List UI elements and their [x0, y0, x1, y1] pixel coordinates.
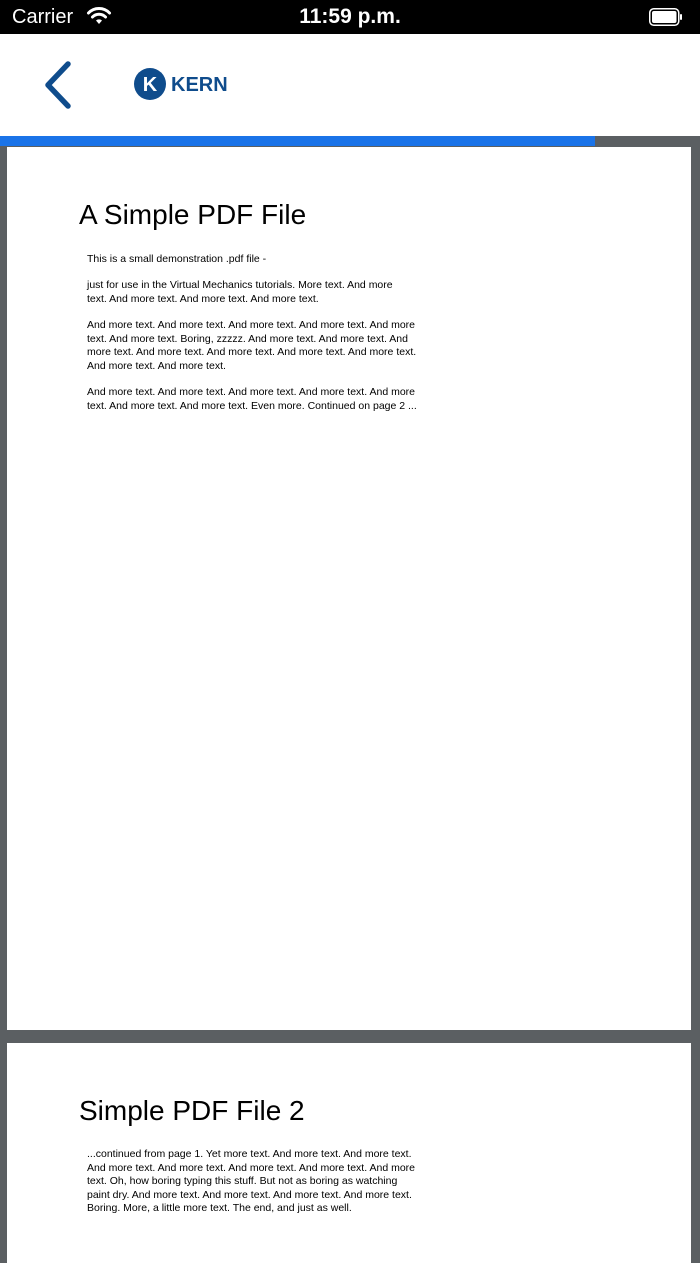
battery-icon — [649, 8, 683, 26]
progress-fill — [0, 136, 595, 146]
navigation-bar — [0, 34, 700, 136]
kern-logo — [133, 66, 259, 102]
clock: 11:59 p.m. — [299, 5, 401, 28]
carrier-label: Carrier — [12, 6, 74, 28]
page-title: A Simple PDF File — [79, 199, 307, 230]
page-title: Simple PDF File 2 — [79, 1095, 305, 1126]
paragraph: just for use in the Virtual Mechanics tutorials. More text. And more text. And more text. And more text. And more text. — [87, 279, 393, 305]
svg-text:K: K — [142, 74, 158, 96]
paragraph: ...continued from page 1. Yet more text. And more text. And more text. And more text. And more text. And more text. And more text. And more text. Oh, how boring typing this stuff. But not as boring as watching paint dry. And more text. And more text. And more text. And more text. Boring. More, a little more text. The end, and just as well. — [87, 1148, 415, 1214]
svg-text:KERN: KERN — [171, 74, 228, 96]
paragraph: This is a small demonstration .pdf file - — [87, 253, 267, 265]
loading-progress-bar — [0, 136, 700, 146]
back-chevron-icon[interactable] — [38, 58, 82, 112]
pdf-page-2[interactable] — [7, 1043, 691, 1263]
paragraph: And more text. And more text. And more text. And more text. And more text. And more text. And more text. Even more. Continued on page 2 ... — [87, 386, 417, 412]
paragraph: And more text. And more text. And more text. And more text. And more text. And more text. Boring, zzzzz. And more text. And more text. And more text. And more text. And more text. And more text. And more text. And more text. And more text. — [87, 319, 417, 372]
pdf-page-1[interactable] — [7, 147, 691, 1030]
status-bar — [0, 0, 700, 34]
